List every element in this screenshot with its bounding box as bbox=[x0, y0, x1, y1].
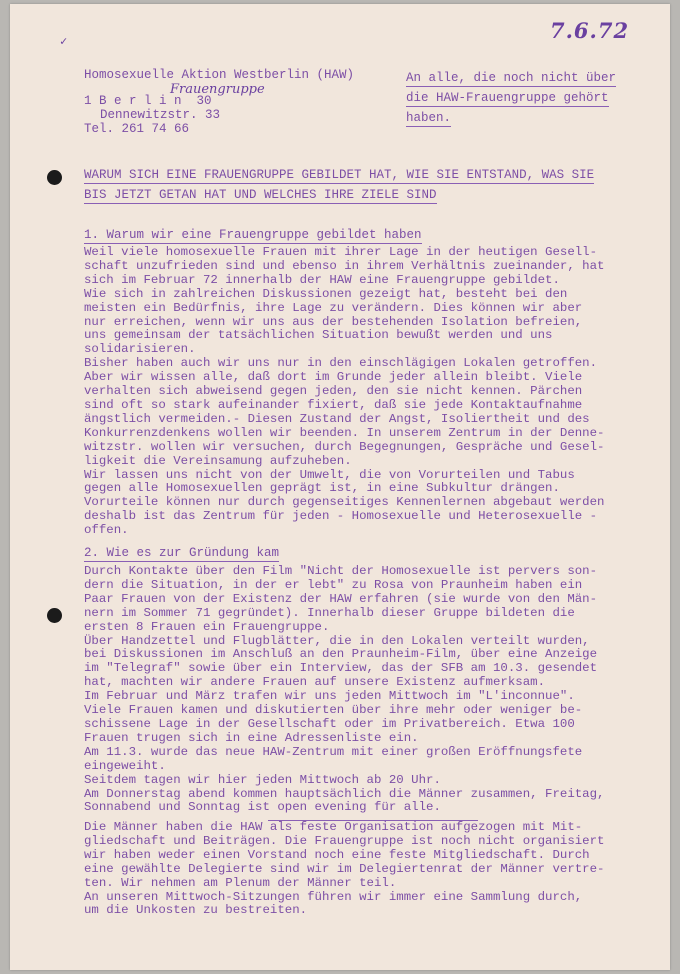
text-line: Viele Frauen kamen und diskutierten über ihre mehr oder weniger be- bbox=[84, 703, 583, 718]
sender-group-handwritten: Frauengruppe bbox=[170, 82, 265, 97]
text-line: Wir lassen uns nicht von der Umwelt, die von Vorurteilen und Tabus bbox=[84, 467, 575, 482]
text-line: Vorurteile können nur durch gegenseitiges Kennenlernen abgebaut werden bbox=[84, 495, 605, 510]
text-line: Bisher haben auch wir uns nur in den einschlägigen Lokalen getroffen. bbox=[84, 356, 598, 371]
text-line: Sonnabend und Sonntag ist open evening für alle. bbox=[84, 800, 441, 815]
text-line: sind oft so stark aufeinander fixiert, daß sie jede Kontaktaufnahme bbox=[84, 397, 583, 412]
text-line: Seitdem tagen wir hier jeden Mittwoch ab 20 Uhr. bbox=[84, 772, 441, 787]
text-line: Weil viele homosexuelle Frauen mit ihrer Lage in der heutigen Gesell- bbox=[84, 245, 598, 259]
text-line: meisten ein Bedürfnis, ihre Lage zu verändern. Dies können wir aber bbox=[84, 300, 583, 315]
sender-address bbox=[84, 68, 354, 136]
document-page bbox=[10, 4, 670, 970]
text-line: ängstlich vermeiden.- Diesen Zustand der Angst, Isoliertheit und des bbox=[84, 411, 590, 426]
text-line: eine gewählte Delegierte sind wir im Delegiertenrat der Männer vertre- bbox=[84, 861, 605, 876]
section-1-heading: 1. Warum wir eine Frauengruppe gebildet haben bbox=[84, 228, 422, 242]
punch-hole-icon bbox=[47, 608, 62, 623]
section-3-body bbox=[84, 821, 605, 918]
text-line: Frauen trugen sich in eine Adressenliste ein. bbox=[84, 730, 419, 745]
text-line: Konkurrenzdenkens wollen wir beenden. In unserem Zentrum in der Denne- bbox=[84, 425, 605, 440]
sender-street: Dennewitzstr. 33 bbox=[100, 108, 221, 122]
text-line: Aber wir wissen alle, daß dort im Grunde jeder allein bleibt. Viele bbox=[84, 370, 583, 385]
title-line: BIS JETZT GETAN HAT UND WELCHES IHRE ZIELE SIND bbox=[84, 188, 437, 202]
text-line: Im Februar und März trafen wir uns jeden Mittwoch im "L'inconnue". bbox=[84, 689, 575, 704]
text-line: Am Donnerstag abend kommen hauptsächlich die Männer zusammen, Freitag, bbox=[84, 786, 605, 801]
text-line: um die Unkosten zu bestreiten. bbox=[84, 903, 308, 918]
text-line: verhalten sich abweisend gegen jeden, den sie nicht kennen. Pärchen bbox=[84, 384, 583, 399]
recipient-line: haben. bbox=[406, 111, 452, 125]
text-line: Die Männer haben die HAW als feste Organisation aufgezogen mit Mit- bbox=[84, 820, 583, 834]
text-line: eingeweiht. bbox=[84, 758, 166, 773]
section-2-body bbox=[84, 565, 605, 815]
text-line: Wie sich in zahlreichen Diskussionen gezeigt hat, besteht bei den bbox=[84, 286, 568, 301]
punch-hole-icon bbox=[47, 170, 62, 185]
handwritten-date: 7.6.72 bbox=[550, 18, 630, 43]
text-line: schaft unzufrieden sind und ebenso in ihrem Verhältnis zueinander, hat bbox=[84, 258, 605, 273]
sender-org: Homosexuelle Aktion Westberlin (HAW) bbox=[84, 68, 355, 82]
text-line: Am 11.3. wurde das neue HAW-Zentrum mit einer großen Eröffnungsfete bbox=[84, 744, 583, 759]
text-line: Paar Frauen von der Existenz der HAW erfahren (sie wurde von den Män- bbox=[84, 591, 598, 606]
text-line: uns gemeinsam der tatsächlichen Situation bewußt werden und uns bbox=[84, 328, 553, 343]
text-line: solidarisieren. bbox=[84, 342, 196, 357]
text-line: dern die Situation, in der er lebt" zu Rosa von Praunheim haben ein bbox=[84, 577, 583, 592]
recipient-line: die HAW-Frauengruppe gehört bbox=[406, 91, 609, 105]
text-line: ten. Wir nehmen am Plenum der Männer teil. bbox=[84, 875, 397, 890]
text-line: schissene Lage in der Gesellschaft oder im Privatbereich. Etwa 100 bbox=[84, 716, 575, 731]
sender-phone: Tel. 261 74 66 bbox=[84, 122, 190, 136]
text-line: wir haben weder einen Vorstand noch eine feste Mitgliedschaft. Durch bbox=[84, 847, 590, 862]
title-line: WARUM SICH EINE FRAUENGRUPPE GEBILDET HAT, WIE SIE ENTSTAND, WAS SIE bbox=[84, 168, 595, 182]
recipient-block bbox=[406, 68, 616, 128]
text-line: An unseren Mittwoch-Sitzungen führen wir immer eine Sammlung durch, bbox=[84, 889, 583, 904]
text-line: hat, machten wir andere Frauen auf unsere Existenz aufmerksam. bbox=[84, 675, 546, 690]
text-line: Durch Kontakte über den Film "Nicht der Homosexuelle ist pervers son- bbox=[84, 564, 598, 578]
section-2-heading: 2. Wie es zur Gründung kam bbox=[84, 546, 280, 560]
text-line: ligkeit die Vereinsamung aufzuheben. bbox=[84, 453, 352, 468]
text-line: gegen alle Homosexuellen geprägt ist, in eine Subkultur drängen. bbox=[84, 481, 560, 496]
text-line: nur erreichen, wenn wir uns aus der bestehenden Isolation befreien, bbox=[84, 314, 583, 329]
document-title bbox=[84, 165, 680, 205]
text-line: offen. bbox=[84, 523, 129, 538]
text-line: bei Diskussionen im Anschluß an den Praunheim-Film, über eine Anzeige bbox=[84, 647, 598, 662]
text-line: ersten 8 Frauen ein Frauengruppe. bbox=[84, 619, 330, 634]
sender-city: 1 B e r l i n 30 bbox=[84, 94, 212, 108]
section-1-body bbox=[84, 246, 605, 538]
pencil-mark-icon: ✓ bbox=[60, 35, 68, 49]
text-line: sich im Februar 72 innerhalb der HAW eine Frauengruppe gebildet. bbox=[84, 272, 560, 287]
text-line: gliedschaft und Beiträgen. Die Frauengruppe ist noch nicht organisiert bbox=[84, 833, 605, 848]
text-line: witzstr. wollen wir versuchen, durch Begegnungen, Gespräche und Gesel- bbox=[84, 439, 605, 454]
text-line: nern im Sommer 71 gegründet). Innerhalb dieser Gruppe bildeten die bbox=[84, 605, 575, 620]
text-line: im "Telegraf" sowie über ein Interview, das der SFB am 10.3. gesendet bbox=[84, 661, 598, 676]
text-line: Über Handzettel und Flugblätter, die in den Lokalen verteilt wurden, bbox=[84, 633, 590, 648]
recipient-line: An alle, die noch nicht über bbox=[406, 71, 617, 85]
text-line: deshalb ist das Zentrum für jeden - Homosexuelle und Heterosexuelle - bbox=[84, 509, 598, 524]
